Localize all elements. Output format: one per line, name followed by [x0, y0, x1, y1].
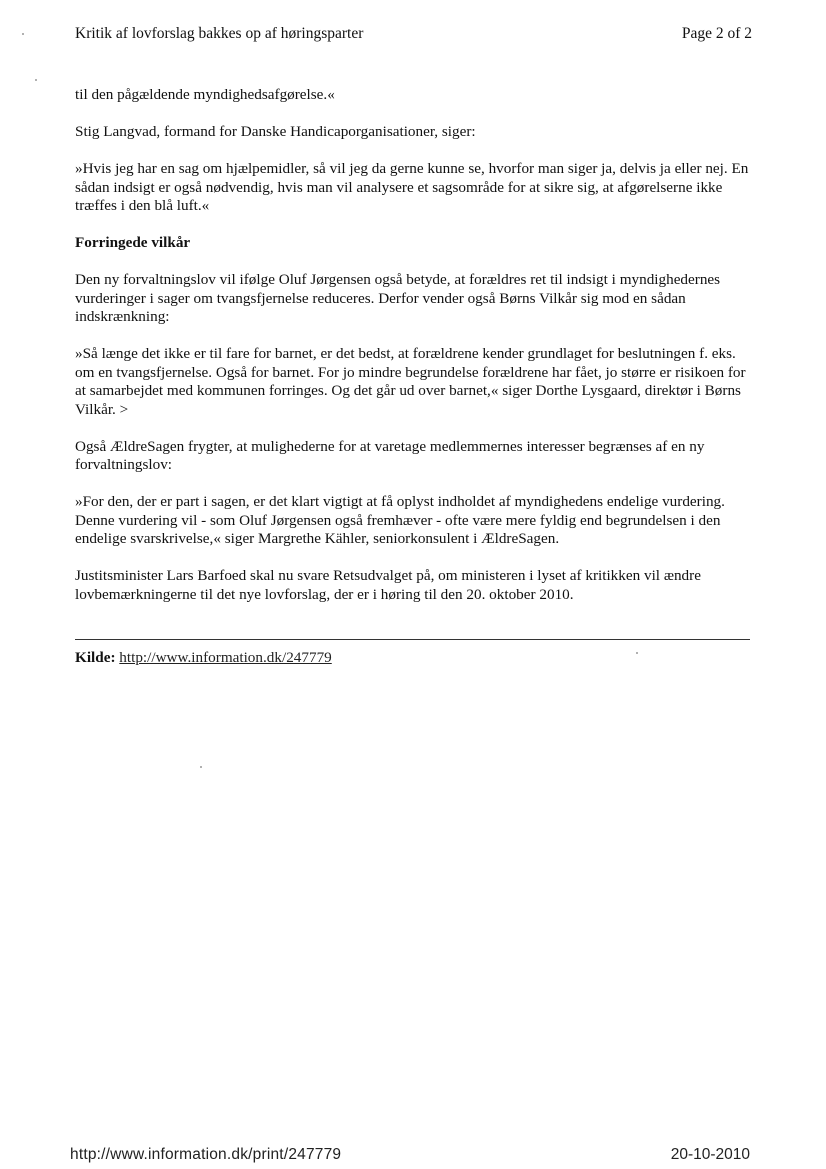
article-paragraph: Også ÆldreSagen frygter, at mulighederne for at varetage medlemmernes interesser begrænses af en ny forvaltningslov: [75, 437, 705, 473]
article-body [75, 86, 751, 623]
article-quote: »Så længe det ikke er til fare for barnet, er det bedst, at forældrene kender grundlaget for beslutningen f. eks. om en tvangsfjernelse. Også for barnet. For jo mindre begrundelse forældrene har fået, jo større er risikoen for at samarbejdet med kommunen forringes. Og det går ud over barnet,« siger Dorthe Lysgaard, direktør i Børns Vilkår. > [75, 345, 746, 418]
scan-speck [22, 33, 24, 35]
scan-speck [35, 79, 37, 81]
section-heading: Forringede vilkår [75, 234, 191, 251]
article-quote: »For den, der er part i sagen, er det klart vigtigt at få oplyst indholdet af myndighedens endelige vurdering. Denne vurdering vil - som Oluf Jørgensen også fremhæver - ofte være mere fyldig end begrundelsen i den endelige svarskrivelse,« siger Margrethe Kähler, seniorkonsulent i ÆldreSagen. [75, 493, 725, 547]
page-number: Page 2 of 2 [681, 25, 752, 42]
article-quote: »Hvis jeg har en sag om hjælpemidler, så vil jeg da gerne kunne se, hvorfor man siger ja, delvis ja eller nej. En sådan indsigt er også nødvendig, hvis man vil analysere et sagsområde for at sikre sig, at afgørelserne ikke træffes i den blå luft.« [75, 160, 749, 214]
article-paragraph: Justitsminister Lars Barfoed skal nu svare Retsudvalget på, om ministeren i lyset af kritikken vil ændre lovbemærkningerne til det nye lovforslag, der er i høring til den 20. oktober 2010. [75, 567, 701, 603]
article-paragraph: Stig Langvad, formand for Danske Handicaporganisationer, siger: [75, 123, 476, 140]
article-paragraph: til den pågældende myndighedsafgørelse.« [75, 86, 335, 103]
source-label: Kilde: [75, 649, 116, 666]
horizontal-divider [75, 639, 750, 640]
article-paragraph: Den ny forvaltningslov vil ifølge Oluf Jørgensen også betyde, at forældres ret til indsigt i myndighedernes vurderinger i sager om tvangsfjernelse reduceres. Derfor vender også Børns Vilkår sig mod en sådan indskrænkning: [75, 271, 721, 325]
scan-speck [200, 766, 202, 768]
footer-url: http://www.information.dk/print/247779 [70, 1146, 342, 1163]
source-line [75, 649, 332, 667]
page-header-title: Kritik af lovforslag bakkes op af høringsparter [75, 25, 364, 42]
footer-date: 20-10-2010 [670, 1146, 750, 1163]
scan-speck [636, 652, 638, 654]
source-link[interactable]: http://www.information.dk/247779 [119, 649, 332, 666]
